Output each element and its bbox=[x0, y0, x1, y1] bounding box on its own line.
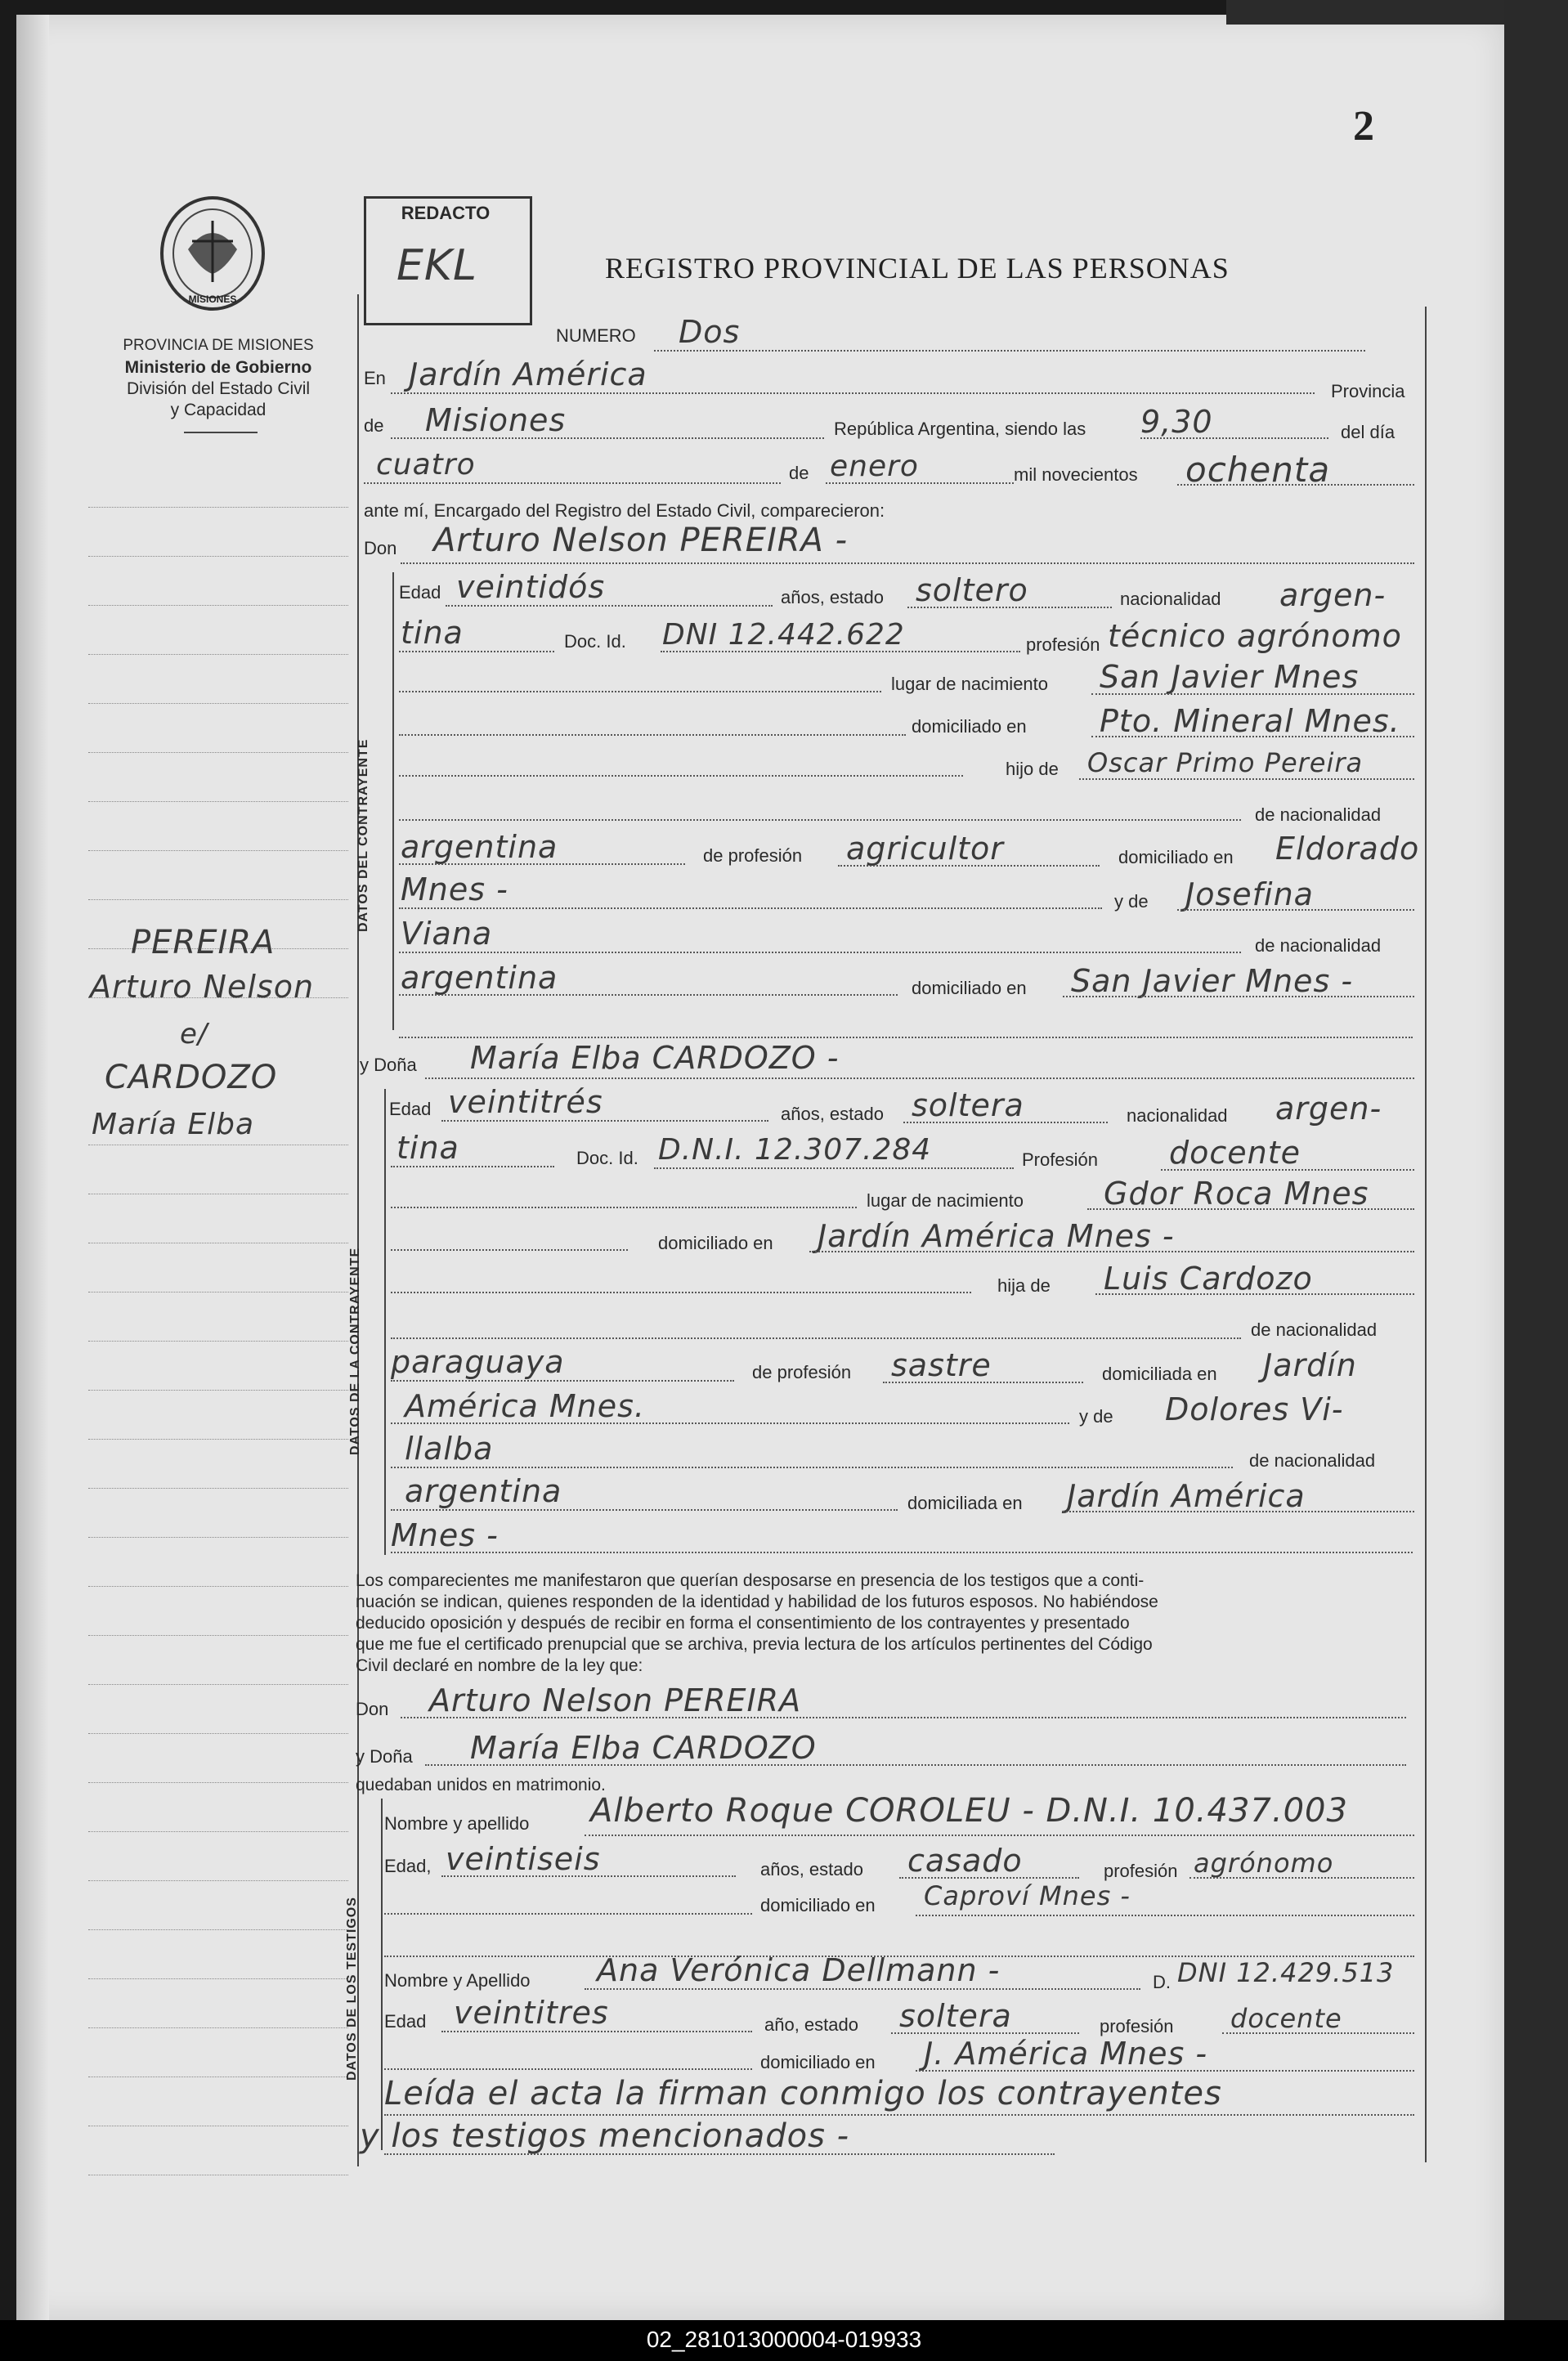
margin-note-surname-1: PEREIRA bbox=[131, 924, 276, 961]
numero-label: NUMERO bbox=[556, 325, 636, 346]
w1-dom-label: domiciliado en bbox=[760, 1895, 876, 1915]
bride-father-prof-label: de profesión bbox=[752, 1362, 852, 1382]
provincia-label: Provincia bbox=[1331, 381, 1405, 401]
closing-line-1: Leída el acta la firman conmigo los contrayentes bbox=[384, 2075, 1222, 2112]
groom-mother-2: Viana bbox=[401, 916, 493, 952]
groom-nac-1: argen- bbox=[1279, 577, 1387, 613]
w1-prof-label: profesión bbox=[1104, 1861, 1178, 1881]
witnesses-section-label: DATOS DE LOS TESTIGOS bbox=[345, 1897, 359, 2081]
w1-anos-label: años, estado bbox=[760, 1859, 863, 1879]
groom-doc: DNI 12.442.622 bbox=[662, 618, 905, 652]
groom-father: Oscar Primo Pereira bbox=[1087, 747, 1364, 778]
w2-edad: veintitres bbox=[454, 1995, 609, 2031]
groom-father-dom-1: Eldorado bbox=[1275, 831, 1420, 867]
w2-nombre-label: Nombre y Apellido bbox=[384, 1970, 531, 1991]
bride-y-de-label: y de bbox=[1079, 1406, 1113, 1427]
bride-lugar-label: lugar de nacimiento bbox=[867, 1190, 1024, 1211]
bride-name: María Elba CARDOZO - bbox=[470, 1040, 840, 1076]
groom-dom-label: domiciliado en bbox=[912, 716, 1027, 737]
don-label: Don bbox=[364, 538, 397, 558]
main-vertical-rule bbox=[357, 294, 359, 2166]
declaration-line-3: deducido oposición y después de recibir en forma el consentimiento de los contrayentes y presentado bbox=[356, 1614, 1130, 1633]
bride-father-nac: paraguaya bbox=[391, 1344, 565, 1380]
w2-prof-label: profesión bbox=[1100, 2016, 1174, 2036]
bride-prof-label: Profesión bbox=[1022, 1149, 1098, 1170]
margin-note-name-1: Arturo Nelson bbox=[90, 969, 315, 1005]
groom-mother-nac: argentina bbox=[401, 960, 558, 996]
groom-anos-label: años, estado bbox=[781, 587, 884, 607]
bride-nac-1: argen- bbox=[1275, 1091, 1382, 1127]
month-value: enero bbox=[830, 450, 919, 483]
bride-hija-label: hija de bbox=[997, 1275, 1051, 1296]
seal-text: MISIONES bbox=[188, 293, 237, 305]
w2-prof: docente bbox=[1230, 2003, 1342, 2034]
decl-quedaban: quedaban unidos en matrimonio. bbox=[356, 1776, 606, 1794]
place-value: Jardín América bbox=[409, 356, 647, 392]
right-vertical-rule bbox=[1425, 307, 1427, 2162]
declaration-line-4: que me fue el certificado prenupcial que se archiva, previa lectura de los artículos pertinentes del Código bbox=[356, 1635, 1153, 1654]
groom-prof-label: profesión bbox=[1026, 634, 1100, 655]
margin-note-name-2: María Elba bbox=[92, 1108, 255, 1141]
declaration-line-1: Los comparecientes me manifestaron que querían desposarse en presencia de los testigos que a conti- bbox=[356, 1571, 1145, 1590]
book-edge-right bbox=[1504, 0, 1568, 2361]
decl-dona-label: y Doña bbox=[356, 1746, 413, 1767]
declaration-line-5: Civil declaré en nombre de la ley que: bbox=[356, 1656, 643, 1675]
book-spine bbox=[16, 15, 49, 2320]
bride-anos-label: años, estado bbox=[781, 1104, 884, 1124]
groom-edad: veintidós bbox=[456, 569, 606, 605]
groom-father-nac: argentina bbox=[401, 829, 558, 865]
groom-father-nac-label: de nacionalidad bbox=[1255, 804, 1382, 825]
w1-prof: agrónomo bbox=[1194, 1848, 1334, 1879]
numero-value: Dos bbox=[679, 314, 741, 350]
bride-edad-label: Edad bbox=[389, 1099, 432, 1119]
provincial-seal-icon bbox=[155, 192, 270, 315]
bride-mother-dom-label: domiciliada en bbox=[907, 1493, 1023, 1513]
bride-father: Luis Cardozo bbox=[1104, 1261, 1313, 1297]
w1-estado: casado bbox=[907, 1843, 1023, 1879]
groom-prof: técnico agrónomo bbox=[1108, 618, 1402, 654]
closing-line-2: y los testigos mencionados - bbox=[360, 2117, 850, 2155]
groom-doc-label: Doc. Id. bbox=[564, 631, 626, 652]
bride-mother-dom-2: Mnes - bbox=[391, 1517, 499, 1553]
w2-estado: soltera bbox=[899, 1998, 1012, 2034]
margin-note-conjunction: e/ bbox=[180, 1018, 208, 1051]
hour-value: 9,30 bbox=[1140, 404, 1213, 440]
sidebar-province: PROVINCIA DE MISIONES bbox=[123, 337, 314, 354]
sidebar-division-2: y Capacidad bbox=[170, 401, 267, 419]
groom-estado: soltero bbox=[916, 572, 1028, 608]
footer-id: 02_281013000004-019933 bbox=[646, 2327, 922, 2352]
w2-edad-label: Edad bbox=[384, 2011, 427, 2032]
decl-don-label: Don bbox=[356, 1699, 389, 1719]
groom-mother-dom-label: domiciliado en bbox=[912, 978, 1027, 998]
groom-father-prof: agricultor bbox=[846, 831, 1004, 867]
bride-father-dom-2: América Mnes. bbox=[405, 1388, 645, 1424]
province-value: Misiones bbox=[425, 402, 567, 438]
redacto-label: REDACTO bbox=[401, 203, 491, 223]
groom-section-label: DATOS DEL CONTRAYENTE bbox=[356, 738, 370, 932]
w1-nombre: Alberto Roque COROLEU - D.N.I. 10.437.003 bbox=[590, 1792, 1348, 1830]
groom-lugar: San Javier Mnes bbox=[1100, 659, 1360, 695]
groom-nac-label: nacionalidad bbox=[1120, 589, 1221, 609]
sidebar-division-1: División del Estado Civil bbox=[126, 379, 311, 398]
groom-mother-dom: San Javier Mnes - bbox=[1071, 963, 1354, 999]
bride-dom-label: domiciliado en bbox=[658, 1233, 773, 1253]
w1-edad-label: Edad, bbox=[384, 1856, 432, 1876]
margin-note-surname-2: CARDOZO bbox=[105, 1059, 278, 1096]
w1-nombre-label: Nombre y apellido bbox=[384, 1813, 530, 1834]
bride-prof: docente bbox=[1169, 1135, 1301, 1171]
groom-domicilio: Pto. Mineral Mnes. bbox=[1100, 703, 1400, 739]
groom-y-de-label: y de bbox=[1114, 891, 1149, 912]
groom-name: Arturo Nelson PEREIRA - bbox=[433, 522, 849, 559]
page-number: 2 bbox=[1353, 103, 1374, 150]
bride-mother-1: Dolores Vi- bbox=[1165, 1391, 1344, 1427]
ante-mi-text: ante mí, Encargado del Registro del Estado Civil, comparecieron: bbox=[364, 500, 885, 521]
w2-doc: DNI 12.429.513 bbox=[1177, 1957, 1395, 1988]
bride-nac-2: tina bbox=[396, 1130, 459, 1166]
bride-doc: D.N.I. 12.307.284 bbox=[658, 1133, 932, 1167]
bride-father-dom-label: domiciliada en bbox=[1102, 1364, 1217, 1384]
bride-doc-label: Doc. Id. bbox=[576, 1148, 638, 1168]
bride-father-nac-label: de nacionalidad bbox=[1251, 1319, 1378, 1340]
bride-section-label: DATOS DE LA CONTRAYENTE bbox=[348, 1247, 362, 1455]
bride-father-prof: sastre bbox=[891, 1347, 992, 1383]
y-dona-label: y Doña bbox=[360, 1055, 417, 1075]
groom-father-dom-label: domiciliado en bbox=[1118, 847, 1234, 867]
w2-anos-label: año, estado bbox=[764, 2014, 858, 2035]
year-value: ochenta bbox=[1185, 450, 1331, 490]
groom-mother-1: Josefina bbox=[1185, 876, 1314, 912]
declaration-line-2: nuación se indican, quienes responden de la identidad y habilidad de los futuros esposos. No habiéndose bbox=[356, 1593, 1158, 1611]
de-label: de bbox=[364, 415, 384, 436]
groom-father-dom-2: Mnes - bbox=[401, 871, 508, 907]
en-label: En bbox=[364, 368, 386, 388]
bride-father-dom-1: Jardín bbox=[1263, 1347, 1357, 1383]
groom-edad-label: Edad bbox=[399, 582, 441, 603]
sidebar-ministry: Ministerio de Gobierno bbox=[124, 358, 312, 377]
groom-hijo-label: hijo de bbox=[1006, 759, 1059, 779]
bride-mother-2: llalba bbox=[405, 1431, 494, 1467]
republica-label: República Argentina, siendo las bbox=[834, 419, 1086, 439]
w2-nombre: Ana Verónica Dellmann - bbox=[597, 1952, 1001, 1988]
bride-lugar: Gdor Roca Mnes bbox=[1104, 1176, 1369, 1212]
bride-edad: veintitrés bbox=[448, 1084, 603, 1120]
groom-nac-2: tina bbox=[401, 615, 464, 651]
decl-bride: María Elba CARDOZO bbox=[470, 1730, 817, 1766]
w2-doc-label: D. bbox=[1153, 1972, 1171, 1992]
bride-mother-nac: argentina bbox=[405, 1473, 562, 1509]
bride-mother-dom-1: Jardín América bbox=[1067, 1478, 1306, 1514]
document-title: REGISTRO PROVINCIAL DE LAS PERSONAS bbox=[605, 252, 1230, 284]
decl-groom: Arturo Nelson PEREIRA bbox=[429, 1682, 802, 1718]
redacto-initials: EKL bbox=[396, 241, 477, 290]
w2-dom-label: domiciliado en bbox=[760, 2052, 876, 2072]
groom-father-prof-label: de profesión bbox=[703, 845, 803, 866]
groom-mother-nac-label: de nacionalidad bbox=[1255, 935, 1382, 956]
w1-dom: Caproví Mnes - bbox=[924, 1880, 1131, 1911]
bride-mother-nac-label: de nacionalidad bbox=[1249, 1450, 1376, 1471]
w2-dom: J. América Mnes - bbox=[924, 2036, 1208, 2072]
del-dia-label: del día bbox=[1341, 422, 1396, 442]
de-label-2: de bbox=[789, 463, 809, 483]
day-value: cuatro bbox=[376, 448, 476, 482]
groom-lugar-label: lugar de nacimiento bbox=[891, 674, 1049, 694]
sidebar-divider bbox=[184, 432, 258, 433]
mil-label: mil novecientos bbox=[1014, 464, 1138, 485]
bride-nac-label: nacionalidad bbox=[1127, 1105, 1228, 1126]
bride-estado: soltera bbox=[912, 1087, 1024, 1123]
w1-edad: veintiseis bbox=[446, 1841, 601, 1877]
bride-domicilio: Jardín América Mnes - bbox=[818, 1218, 1175, 1254]
